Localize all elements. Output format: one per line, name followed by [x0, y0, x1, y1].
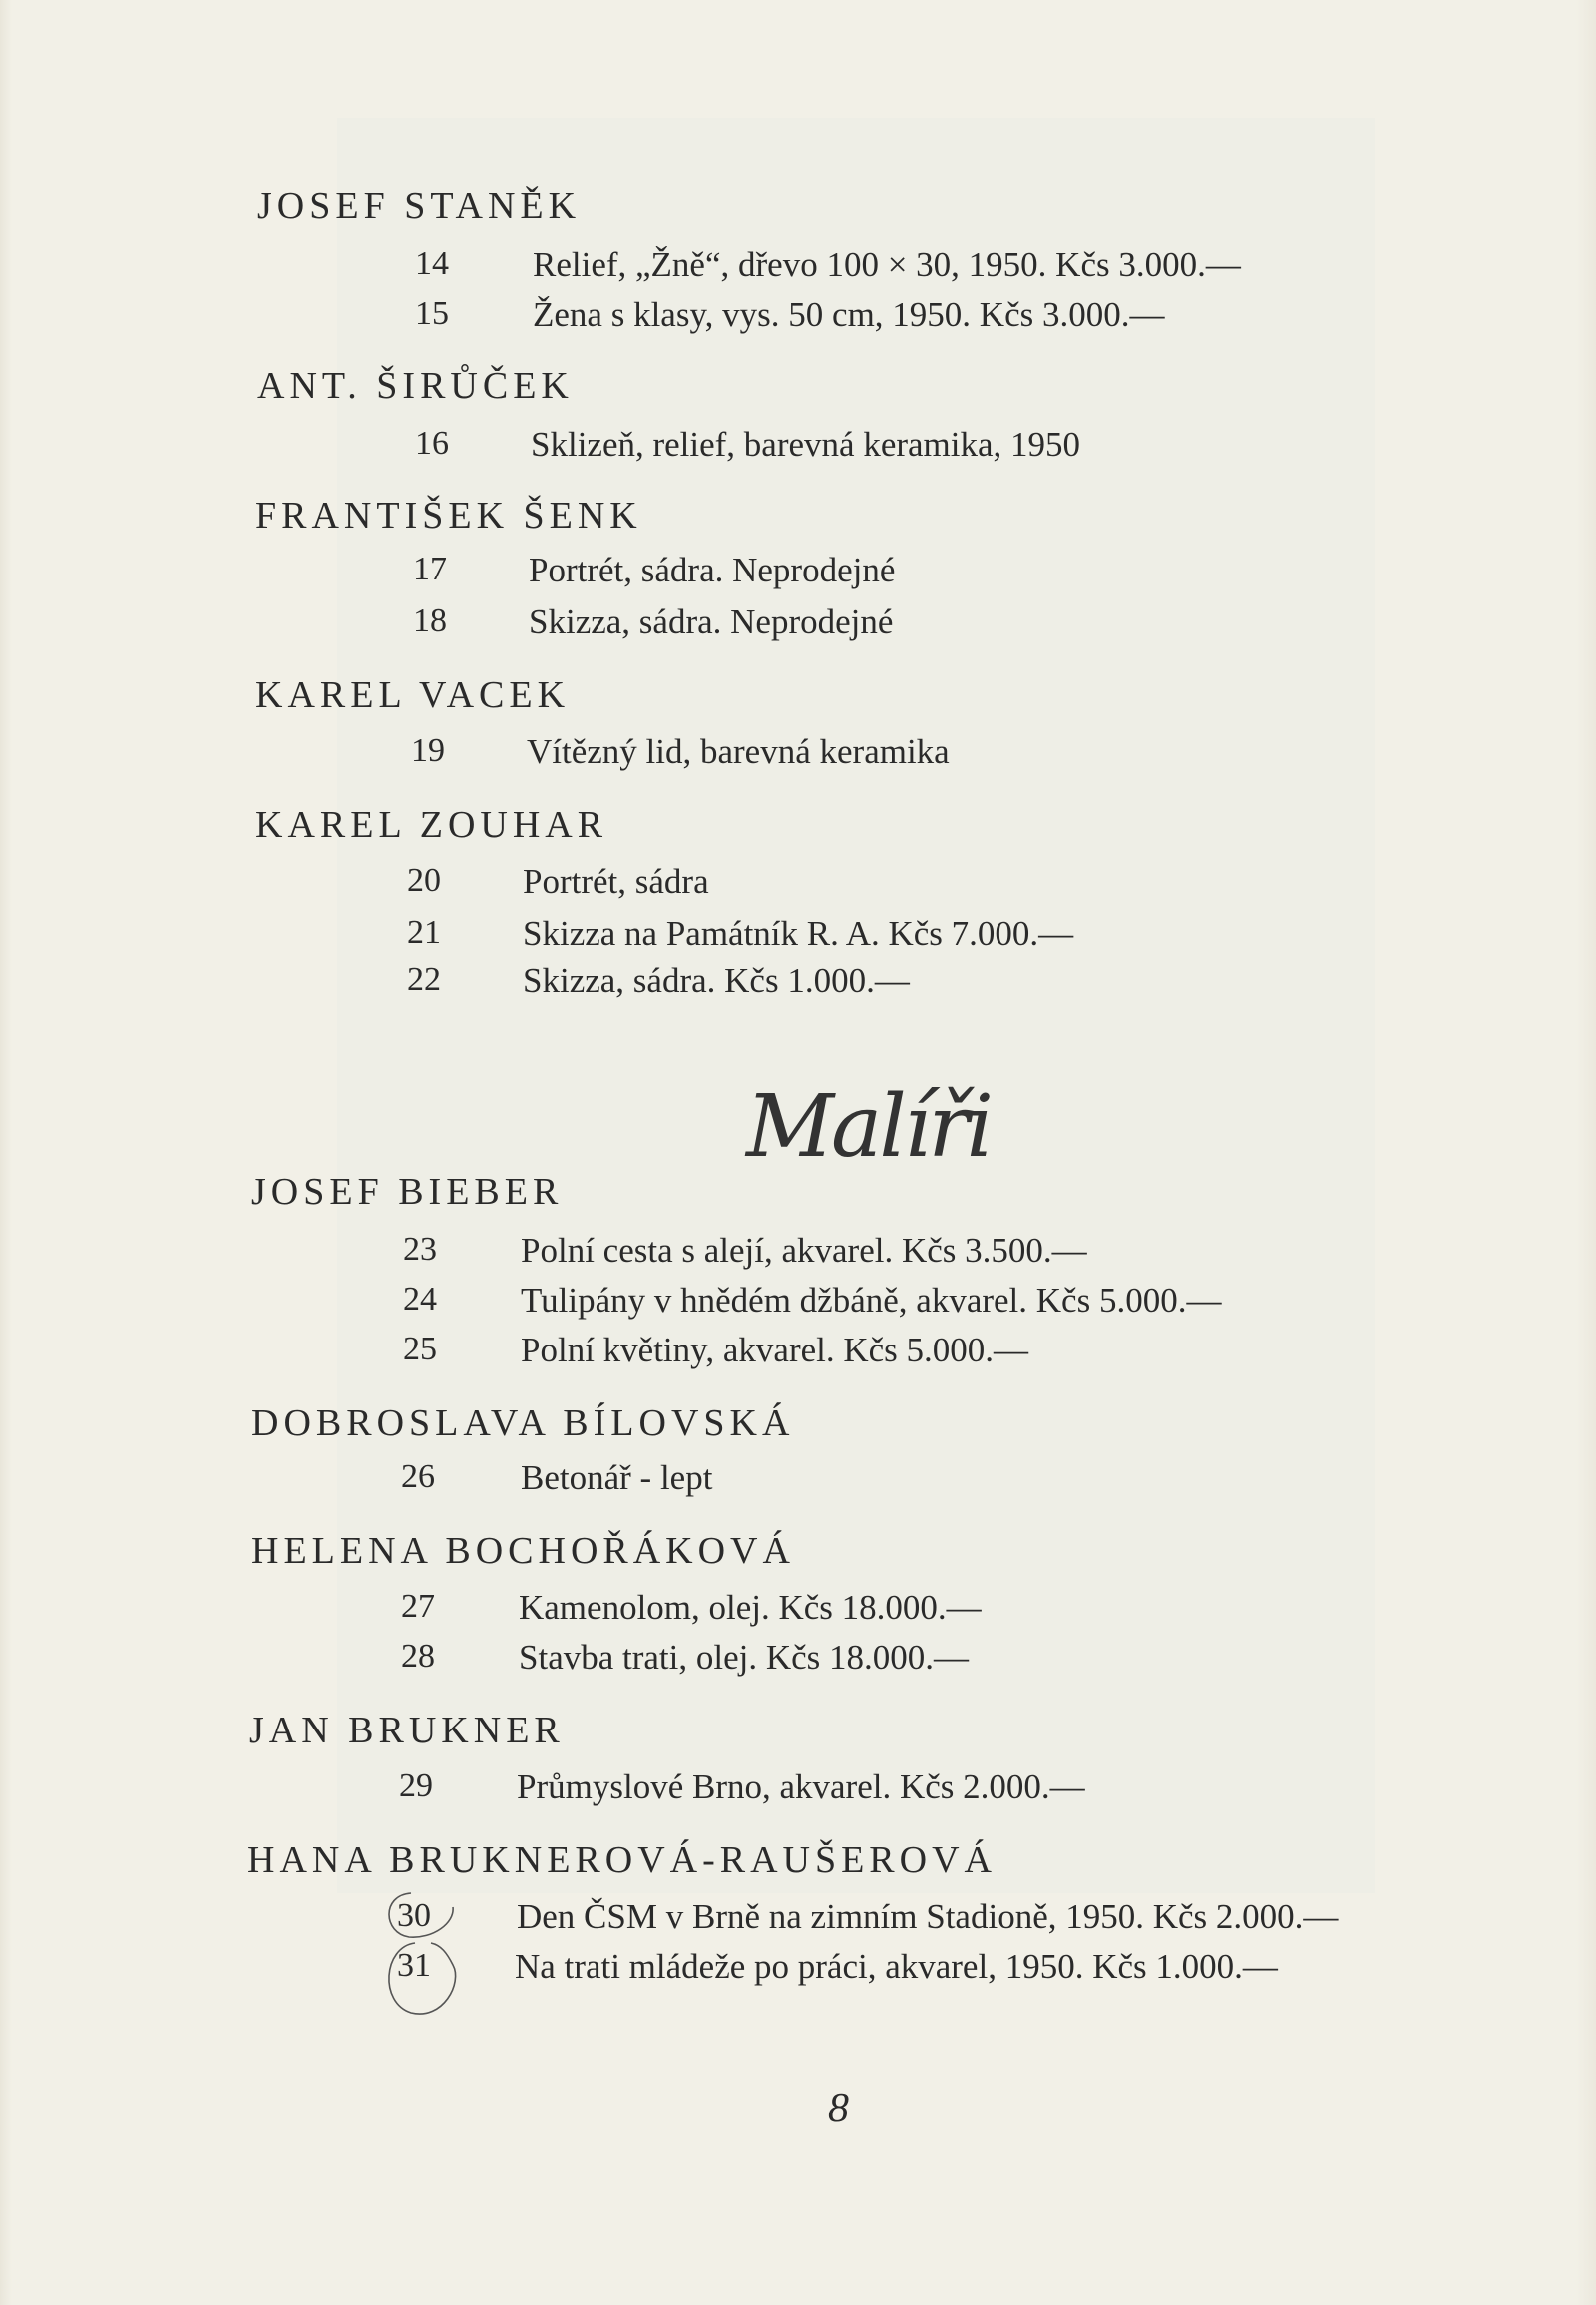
item-description: Tulipány v hnědém džbáně, akvarel. Kčs 5.000.—	[521, 1281, 1222, 1320]
section-title: Malíři	[746, 1077, 991, 1177]
pencil-circle-annotation	[371, 1873, 481, 2043]
item-number: 27	[401, 1588, 435, 1625]
item-description: Polní květiny, akvarel. Kčs 5.000.—	[521, 1331, 1029, 1369]
item-number: 30	[397, 1897, 431, 1934]
item-number: 17	[413, 551, 447, 587]
item-description: Žena s klasy, vys. 50 cm, 1950. Kčs 3.000.—	[533, 295, 1165, 334]
item-number: 23	[403, 1231, 437, 1268]
item-description: Kamenolom, olej. Kčs 18.000.—	[519, 1588, 982, 1627]
item-number: 19	[411, 732, 445, 769]
artist-name: HELENA BOCHOŘÁKOVÁ	[251, 1530, 795, 1572]
artist-name: DOBROSLAVA BÍLOVSKÁ	[251, 1402, 795, 1444]
item-number: 15	[415, 295, 449, 332]
item-description: Portrét, sádra	[523, 862, 709, 901]
item-description: Betonář - lept	[521, 1458, 713, 1497]
artist-name: JOSEF BIEBER	[251, 1171, 564, 1213]
item-number: 31	[397, 1947, 431, 1984]
item-number: 18	[413, 602, 447, 639]
artist-name: KAREL ZOUHAR	[255, 804, 608, 846]
item-description: Skizza, sádra. Kčs 1.000.—	[523, 961, 910, 1000]
item-number: 24	[403, 1281, 437, 1318]
artist-name: KAREL VACEK	[255, 674, 571, 716]
item-description: Relief, „Žně“, dřevo 100 × 30, 1950. Kčs 3.000.—	[533, 245, 1241, 284]
item-number: 20	[407, 862, 441, 899]
artist-name: JAN BRUKNER	[249, 1710, 565, 1751]
artist-name: ANT. ŠIRŮČEK	[257, 365, 574, 407]
item-description: Průmyslové Brno, akvarel. Kčs 2.000.—	[517, 1767, 1085, 1806]
item-number: 22	[407, 961, 441, 998]
artist-name: HANA BRUKNEROVÁ-RAUŠEROVÁ	[247, 1839, 997, 1881]
item-description: Portrét, sádra. Neprodejné	[529, 551, 896, 589]
item-number: 21	[407, 914, 441, 951]
item-description: Skizza, sádra. Neprodejné	[529, 602, 894, 641]
item-description: Na trati mládeže po práci, akvarel, 1950. Kčs 1.000.—	[515, 1947, 1278, 1986]
item-number: 25	[403, 1331, 437, 1367]
item-description: Den ČSM v Brně na zimním Stadioně, 1950. Kčs 2.000.—	[517, 1897, 1339, 1936]
artist-name: FRANTIŠEK ŠENK	[255, 495, 642, 537]
item-description: Stavba trati, olej. Kčs 18.000.—	[519, 1638, 970, 1677]
item-number: 14	[415, 245, 449, 282]
page-number: 8	[828, 2086, 849, 2131]
item-description: Vítězný lid, barevná keramika	[527, 732, 950, 771]
item-description: Polní cesta s alejí, akvarel. Kčs 3.500.—	[521, 1231, 1087, 1270]
item-number: 29	[399, 1767, 433, 1804]
item-number: 28	[401, 1638, 435, 1675]
item-number: 26	[401, 1458, 435, 1495]
artist-name: JOSEF STANĚK	[257, 186, 582, 227]
item-description: Skizza na Památník R. A. Kčs 7.000.—	[523, 914, 1074, 953]
item-number: 16	[415, 425, 449, 462]
item-description: Sklizeň, relief, barevná keramika, 1950	[531, 425, 1081, 464]
